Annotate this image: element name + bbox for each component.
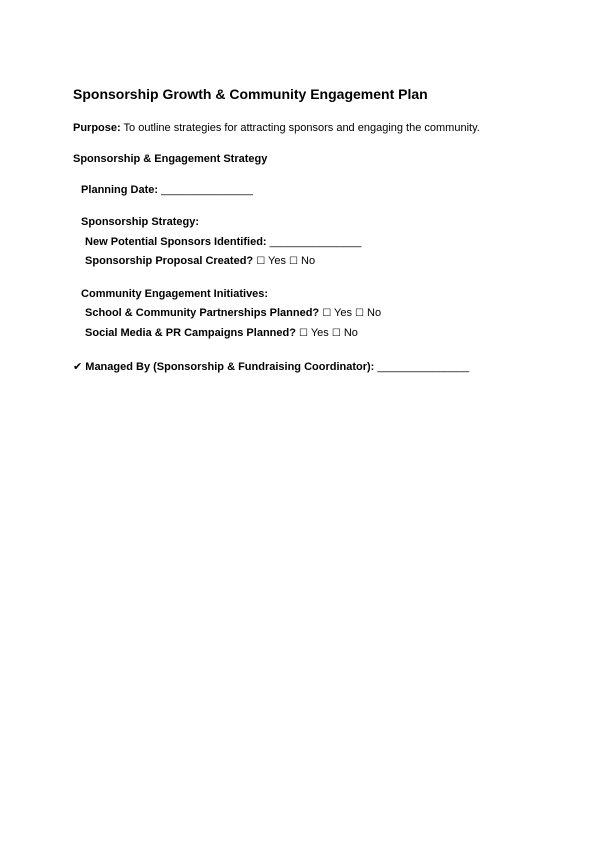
section-heading: Sponsorship & Engagement Strategy (73, 153, 268, 165)
yes-checkbox[interactable]: ☐ (322, 308, 332, 319)
checkmark-icon: ✔ (73, 360, 83, 373)
planning-date-label: Planning Date: (78, 184, 162, 196)
no-option-label: No (298, 255, 316, 267)
yes-option-label: Yes (307, 327, 332, 339)
no-option-label: No (364, 307, 382, 319)
planning-date-blank[interactable]: _______________ (161, 184, 253, 196)
yes-checkbox[interactable]: ☐ (299, 328, 308, 339)
yes-option-label: Yes (331, 307, 356, 319)
no-checkbox[interactable]: ☐ (355, 308, 364, 319)
proposal-created-label: Sponsorship Proposal Created? (82, 255, 257, 267)
proposal-created-field (77, 255, 315, 267)
no-checkbox[interactable]: ☐ (289, 256, 298, 267)
purpose-label: Purpose: (73, 122, 121, 134)
yes-checkbox[interactable]: ☐ (256, 256, 266, 267)
no-option-label: No (340, 327, 358, 339)
new-sponsors-label: New Potential Sponsors Identified: (82, 236, 270, 248)
managed-by-label: Managed By (Sponsorship & Fundraising Coordinator): (82, 361, 378, 373)
managed-by-field (73, 360, 469, 373)
planning-date-field (73, 184, 253, 196)
purpose-text: To outline strategies for attracting sponsors and engaging the community. (120, 122, 480, 134)
partnerships-label: School & Community Partnerships Planned? (82, 307, 323, 319)
new-sponsors-field (77, 236, 361, 248)
community-engagement-label: Community Engagement Initiatives: (78, 288, 269, 300)
no-checkbox[interactable]: ☐ (331, 328, 341, 339)
partnerships-field (77, 307, 381, 319)
new-sponsors-blank[interactable]: _______________ (269, 236, 362, 248)
sponsorship-strategy-heading (73, 216, 199, 228)
yes-option-label: Yes (265, 255, 290, 267)
sponsorship-strategy-label: Sponsorship Strategy: (78, 216, 200, 228)
social-media-label: Social Media & PR Campaigns Planned? (82, 327, 299, 339)
purpose-line (73, 122, 480, 134)
managed-by-blank[interactable]: _______________ (377, 361, 470, 373)
social-media-field (77, 327, 358, 339)
community-engagement-heading (73, 288, 268, 300)
document-title: Sponsorship Growth & Community Engagement Plan (73, 86, 428, 102)
